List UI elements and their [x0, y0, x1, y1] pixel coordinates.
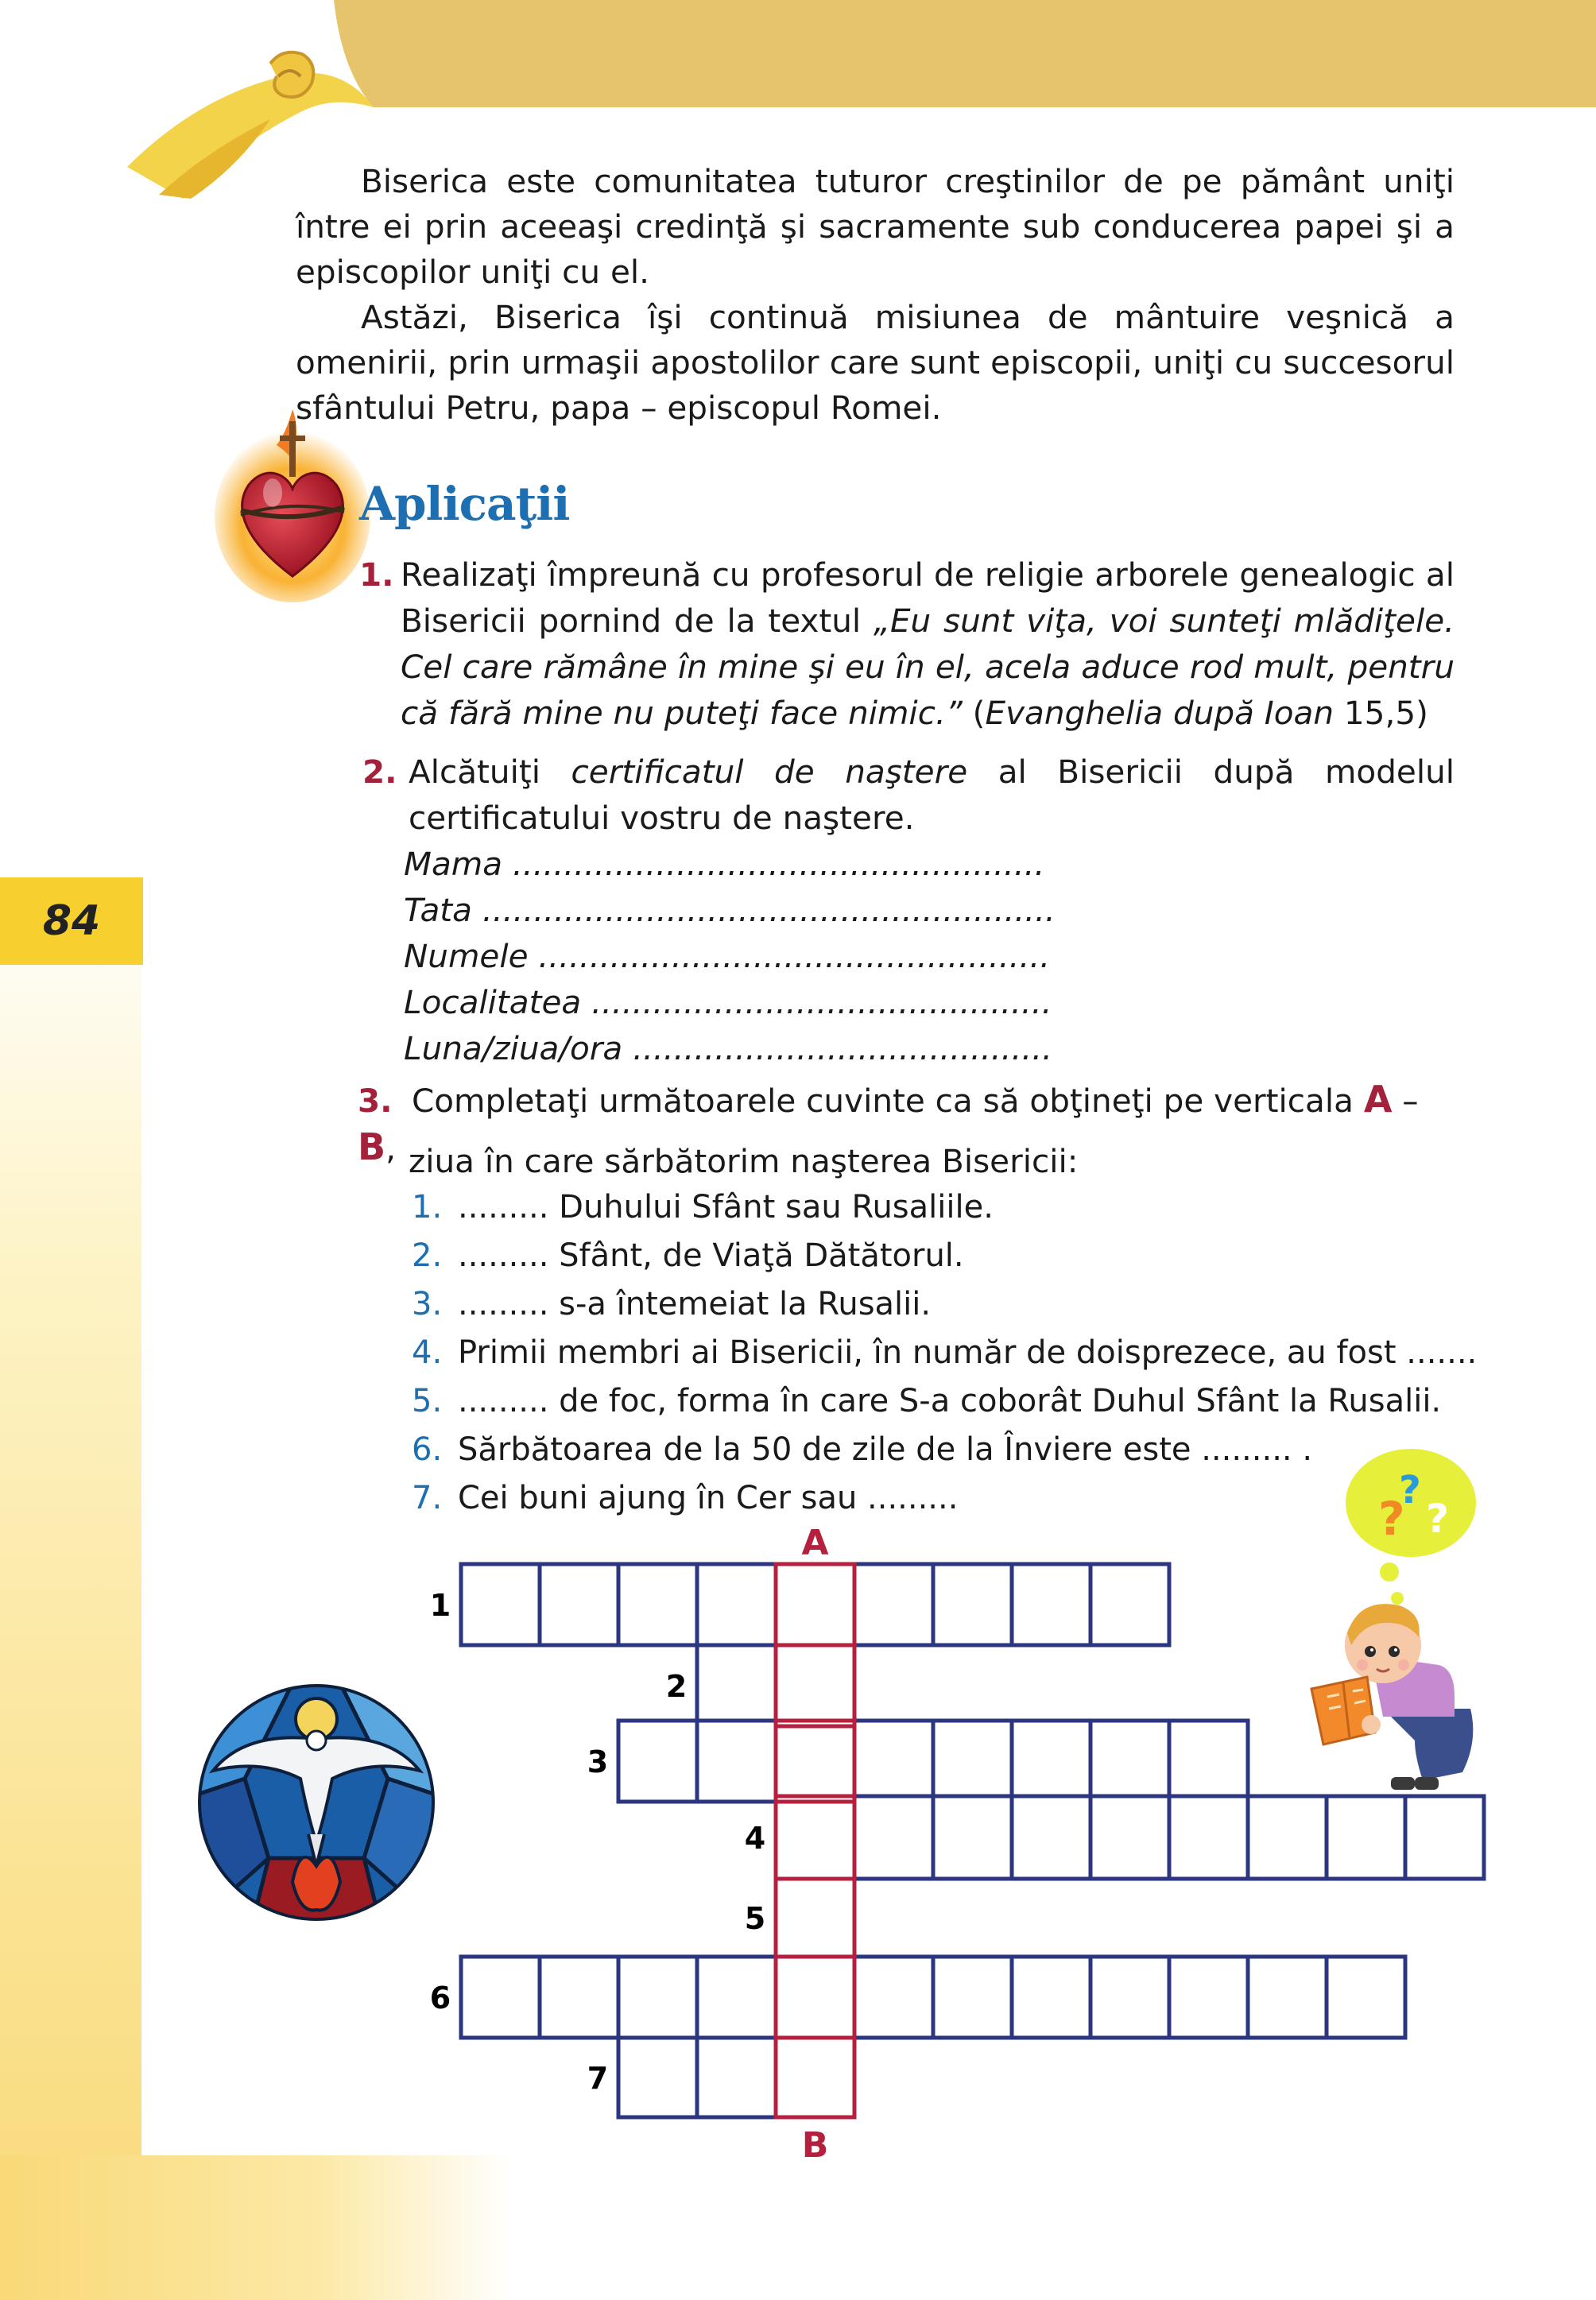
clue-1-number: 1.	[412, 1189, 443, 1226]
crossword-cell-4-9[interactable]	[1405, 1796, 1484, 1879]
certificate-field-tata: Tata ........................................................	[404, 891, 1056, 929]
clue-7-number: 7.	[412, 1480, 443, 1516]
crossword-cell-3-1[interactable]	[618, 1721, 697, 1802]
exercise-2-instruction-b: al Bisericii după modelul certificatului vostru de naştere.	[409, 753, 1455, 837]
certificate-field-localitatea: Localitatea .............................................	[404, 983, 1052, 1021]
crossword-cell-6-4[interactable]	[697, 1957, 776, 2038]
clue-1-text: ......... Duhului Sfânt sau Rusaliile.	[458, 1189, 994, 1226]
crossword-cell-4-1[interactable]	[776, 1796, 854, 1879]
page-number: 84	[42, 897, 101, 945]
crossword-label-b: B	[801, 2125, 829, 2166]
vertical-label-a: A	[1363, 1078, 1393, 1121]
crossword-cell-4-4[interactable]	[1012, 1796, 1090, 1879]
crossword-cell-6-6[interactable]	[854, 1957, 933, 2038]
exercise-3-comma: ,	[385, 1129, 396, 1167]
svg-text:?: ?	[1378, 1492, 1405, 1546]
intro-paragraph-2: Astăzi, Biserica îşi continuă misiunea de mântuire veşnică a omenirii, prin urmaşii apostolilor care sunt episcopii, uniţi cu succesorul sfântului Petru, papa – episcopul Romei.	[296, 298, 1455, 427]
crossword-cell-6-11[interactable]	[1248, 1957, 1327, 2038]
clue-4-text: Primii membri ai Bisericii, în număr de doisprezece, au fost .......	[458, 1334, 1478, 1371]
clue-6-text: Sărbătoarea de la 50 de zile de la Înviere este ......... .	[458, 1431, 1313, 1468]
exercise-1-ref-open: (	[962, 694, 986, 732]
exercise-1-ref: Evanghelia după Ioan	[985, 694, 1335, 732]
crossword-cell-3-4[interactable]	[854, 1721, 933, 1802]
crossword-cell-1-7[interactable]	[933, 1564, 1012, 1645]
crossword-cell-1-2[interactable]	[540, 1564, 618, 1645]
clue-2-text: ......... Sfânt, de Viaţă Dătătorul.	[458, 1237, 964, 1274]
crossword-row-label-7: 7	[587, 2061, 609, 2096]
exercise-2-number: 2.	[362, 753, 397, 791]
crossword-cell-3-7[interactable]	[1090, 1721, 1169, 1802]
crossword-cell-1-1[interactable]	[461, 1564, 540, 1645]
crossword-cell-4-8[interactable]	[1327, 1796, 1405, 1879]
reading-boy-icon	[1296, 1589, 1486, 1796]
exercise-1-ref-close: 15,5)	[1334, 694, 1428, 732]
clue-2-number: 2.	[412, 1237, 443, 1274]
crossword-cell-3-8[interactable]	[1169, 1721, 1248, 1802]
crossword-cell-2-1[interactable]	[697, 1645, 776, 1726]
crossword-row-label-3: 3	[587, 1744, 609, 1779]
svg-text:?: ?	[1426, 1496, 1450, 1542]
crossword-cell-1-9[interactable]	[1090, 1564, 1169, 1645]
exercise-1-number: 1.	[359, 556, 394, 594]
exercise-1-instruction: Realizaţi împreună cu profesorul de religie arborele genealogic al Bisericii pornind de la textul	[401, 556, 1455, 640]
crossword-cell-4-6[interactable]	[1169, 1796, 1248, 1879]
vertical-label-b: B	[358, 1125, 386, 1168]
crossword-cell-4-5[interactable]	[1090, 1796, 1169, 1879]
crossword-cell-6-9[interactable]	[1090, 1957, 1169, 2038]
crossword-cell-6-3[interactable]	[618, 1957, 697, 2038]
clue-3-number: 3.	[412, 1286, 443, 1322]
crossword-row-label-2: 2	[665, 1669, 688, 1704]
clue-6-number: 6.	[412, 1431, 443, 1468]
crossword-row-label-5: 5	[744, 1901, 766, 1936]
clue-3-text: ......... s-a întemeiat la Rusalii.	[458, 1286, 932, 1322]
crossword-label-a: A	[801, 1523, 829, 1563]
clue-5-number: 5.	[412, 1383, 443, 1419]
exercise-3-number: 3.	[358, 1082, 393, 1120]
crossword-cell-3-3[interactable]	[776, 1721, 854, 1802]
crossword-cell-2-2[interactable]	[776, 1645, 854, 1726]
applications-heading: Aplicaţii	[359, 477, 570, 531]
exercise-3-dash: –	[1392, 1082, 1419, 1120]
holy-spirit-dove-icon	[197, 1683, 436, 1922]
exercise-3-instruction: Completaţi următoarele cuvinte ca să obţineţi pe verticala	[412, 1082, 1364, 1120]
crossword-cell-3-5[interactable]	[933, 1721, 1012, 1802]
crossword-cell-4-2[interactable]	[854, 1796, 933, 1879]
exercise-2-instruction-a: Alcătuiţi	[409, 753, 571, 791]
exercise-3-subtitle: ziua în care sărbătorim naşterea Bisericii:	[409, 1142, 1079, 1180]
crossword-cell-6-10[interactable]	[1169, 1957, 1248, 2038]
intro-paragraph-1: Biserica este comunitatea tuturor creştinilor de pe pământ uniţi între ei prin aceeaşi credinţă şi sacramente sub conducerea papei şi a episcopilor uniţi cu el.	[296, 162, 1455, 291]
certificate-field-numele: Numele ..................................................	[404, 937, 1051, 975]
crossword-cell-3-2[interactable]	[697, 1721, 776, 1802]
exercise-2-italic: certificatul de naştere	[571, 753, 968, 791]
crossword-cell-5-1[interactable]	[776, 1879, 854, 1957]
crossword-cell-1-4[interactable]	[697, 1564, 776, 1645]
crossword-cell-6-1[interactable]	[461, 1957, 540, 2038]
crossword-row-label-1: 1	[429, 1588, 451, 1623]
clue-4-number: 4.	[412, 1334, 443, 1371]
crossword-cell-7-2[interactable]	[697, 2038, 776, 2117]
crossword-row-label-6: 6	[429, 1981, 451, 2015]
certificate-field-data: Luna/ziua/ora .........................................	[404, 1029, 1052, 1067]
crossword-cell-6-7[interactable]	[933, 1957, 1012, 2038]
exercise-1-quote: „Eu sunt viţa, voi sunteţi mlădiţele. Cel care rămâne în mine şi eu în el, acela aduce rod mult, pentru că fără mine nu puteţi face nimic.”	[401, 602, 1455, 732]
crossword-cell-1-6[interactable]	[854, 1564, 933, 1645]
crossword-cell-6-5[interactable]	[776, 1957, 854, 2038]
crossword-cell-1-3[interactable]	[618, 1564, 697, 1645]
crossword-cell-7-3[interactable]	[776, 2038, 854, 2117]
certificate-field-mama: Mama ....................................................	[404, 845, 1045, 883]
crossword-cell-1-5[interactable]	[776, 1564, 854, 1645]
crossword-cell-3-6[interactable]	[1012, 1721, 1090, 1802]
crossword-cell-6-12[interactable]	[1327, 1957, 1405, 2038]
crossword-row-label-4: 4	[744, 1821, 766, 1856]
crossword-cell-4-7[interactable]	[1248, 1796, 1327, 1879]
crossword-cell-6-8[interactable]	[1012, 1957, 1090, 2038]
crossword-cell-6-2[interactable]	[540, 1957, 618, 2038]
crossword-cell-1-8[interactable]	[1012, 1564, 1090, 1645]
clue-7-text: Cei buni ajung în Cer sau .........	[458, 1480, 959, 1516]
crossword-cell-4-3[interactable]	[933, 1796, 1012, 1879]
crossword-cell-7-1[interactable]	[618, 2038, 697, 2117]
clue-5-text: ......... de foc, forma în care S-a coborât Duhul Sfânt la Rusalii.	[458, 1383, 1442, 1419]
svg-text:?: ?	[1399, 1468, 1421, 1512]
